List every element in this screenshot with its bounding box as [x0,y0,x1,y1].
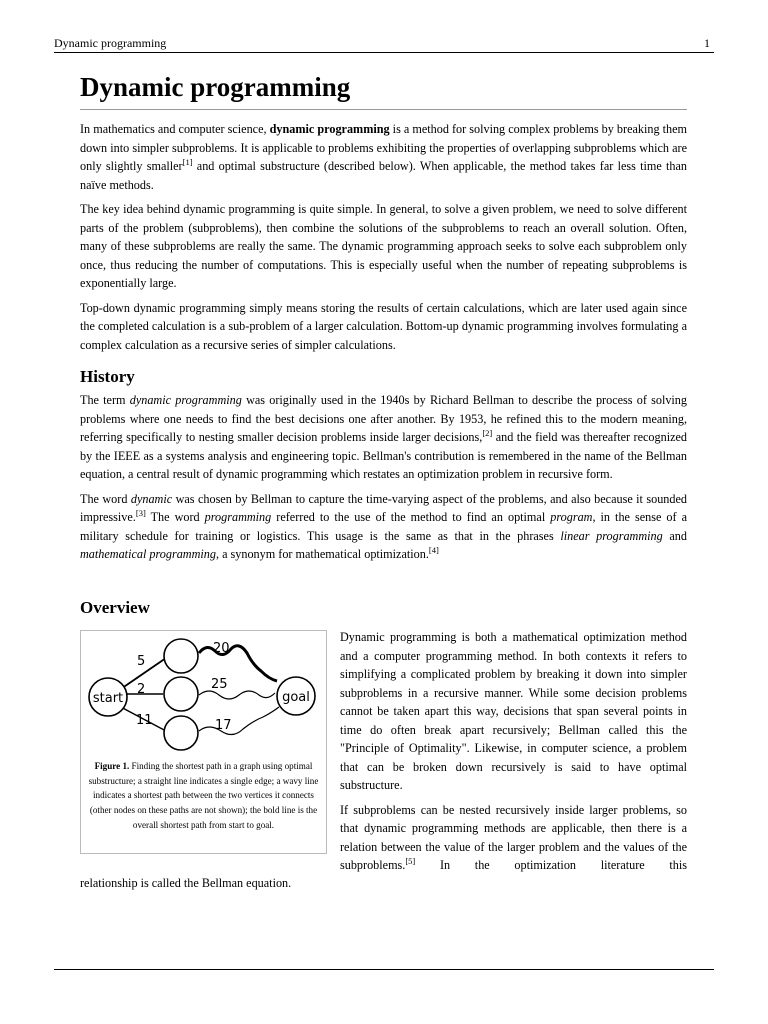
edge-2-label: 2 [137,682,146,697]
citation-4[interactable]: [4] [428,545,439,555]
node-goal-label: goal [282,690,310,705]
path-20-label: 20 [213,641,230,656]
footer-rule [54,969,714,970]
node-middle [164,677,198,711]
intro-paragraph-3: Top-down dynamic programming simply means storing the results of certain calculations, which are later used again since the completed calculation is a sub-problem of a larger calculation. Bottom-up dynamic programming involves formulating a complex calculation as a recursive series of simpler calculations. [80,300,687,352]
figure-1-caption: Figure 1. Finding the shortest path in a graph using optimal substructure; a straight line indicates a single edge; a wavy line indicates a shortest path between the two vertices it connects (other nodes on these paths are not shown); the bold line is the overall shortest path from start to goal. [88,761,319,830]
intro-paragraph-1: In mathematics and computer science, dynamic programming is a method for solving complex problems by breaking them down into simpler subproblems. It is applicable to problems exhibiting the properties of overlapping subproblems which are only slightly smaller[1] and optimal substructure (described below). When applicable, the method takes far less time than naïve methods. [80,122,687,192]
node-top [164,639,198,673]
edge-11-label: 11 [136,713,153,728]
path-17-label: 17 [215,718,232,733]
page-number: 1 [704,36,710,50]
history-paragraph-1: The term dynamic programming was originally used in the 1940s by Richard Bellman to describe the process of solving problems where one needs to find the best decisions one after another. By 1953, he refined this to the modern meaning, referring specifically to nesting smaller decision problems inside larger decisions,[2] and the field was thereafter recognized by the IEEE as a systems analysis and engineering topic. Bellman's contribution is remembered in the name of the Bellman equation, a central result of dynamic programming which restates an optimization problem in recursive form. [80,393,687,481]
edge-5-label: 5 [137,654,146,669]
path-bottom [199,707,279,735]
figure-label: Figure 1. [94,761,130,771]
history-paragraph-2: The word dynamic was chosen by Bellman to capture the time-varying aspect of the problems, and also because it sounded impressive.[3] The word programming referred to the use of the method to find an optimal program, in the sense of a military schedule for training or logistics. This usage is the same as that in the phrases linear programming and mathematical programming, a synonym for mathematical optimization.[4] [80,491,687,561]
header-rule [54,52,714,53]
citation-2[interactable]: [2] [482,428,493,438]
page-title: Dynamic programming [80,72,351,102]
title-rule [80,109,687,110]
shortest-path-graph [81,631,326,759]
figure-1 [80,630,327,854]
overview-paragraph-1: Dynamic programming is both a mathematical optimization method and a computer programming method. In both contexts it refers to simplifying a complicated problem by breaking it down into simpler subproblems in a recursive manner. While some decision problems cannot be taken apart this way, decisions that span several points in time do often break apart recursively; Bellman called this the "Principle of Optimality". Likewise, in computer science, a problem that can be broken down recursively is said to have optimal substructure. [340,630,687,792]
overview-continuation: relationship is called the Bellman equation. [80,876,292,890]
term-dynamic-programming: dynamic programming [269,122,390,136]
overview-heading: Overview [80,598,150,617]
path-top-bold [199,646,277,681]
intro-section [80,120,687,354]
citation-1[interactable]: [1] [182,157,193,167]
overview-right-column [340,628,687,875]
path-middle [199,691,275,699]
intro-paragraph-2: The key idea behind dynamic programming is quite simple. In general, to solve a given problem, we need to solve different parts of the problem (subproblems), then combine the solutions of the subproblems to reach an overall solution. Often, many of these subproblems are really the same. The dynamic programming approach seeks to solve each subproblem only once, thus reducing the number of computations. This is especially useful when the number of repeating subproblems is exponentially large. [80,202,687,290]
overview-paragraph-2: If subproblems can be nested recursively inside larger problems, so that dynamic programming methods are applicable, then there is a relation between the value of the larger problem and the values of the subproblems.[5] In the optimization literature this [340,802,687,872]
node-bottom [164,716,198,750]
citation-3[interactable]: [3] [135,508,146,518]
history-section [80,391,687,564]
history-heading: History [80,367,135,386]
node-start-label: start [92,691,124,706]
running-header-title: Dynamic programming [54,36,167,50]
path-25-label: 25 [211,677,228,692]
citation-5[interactable]: [5] [405,856,416,866]
